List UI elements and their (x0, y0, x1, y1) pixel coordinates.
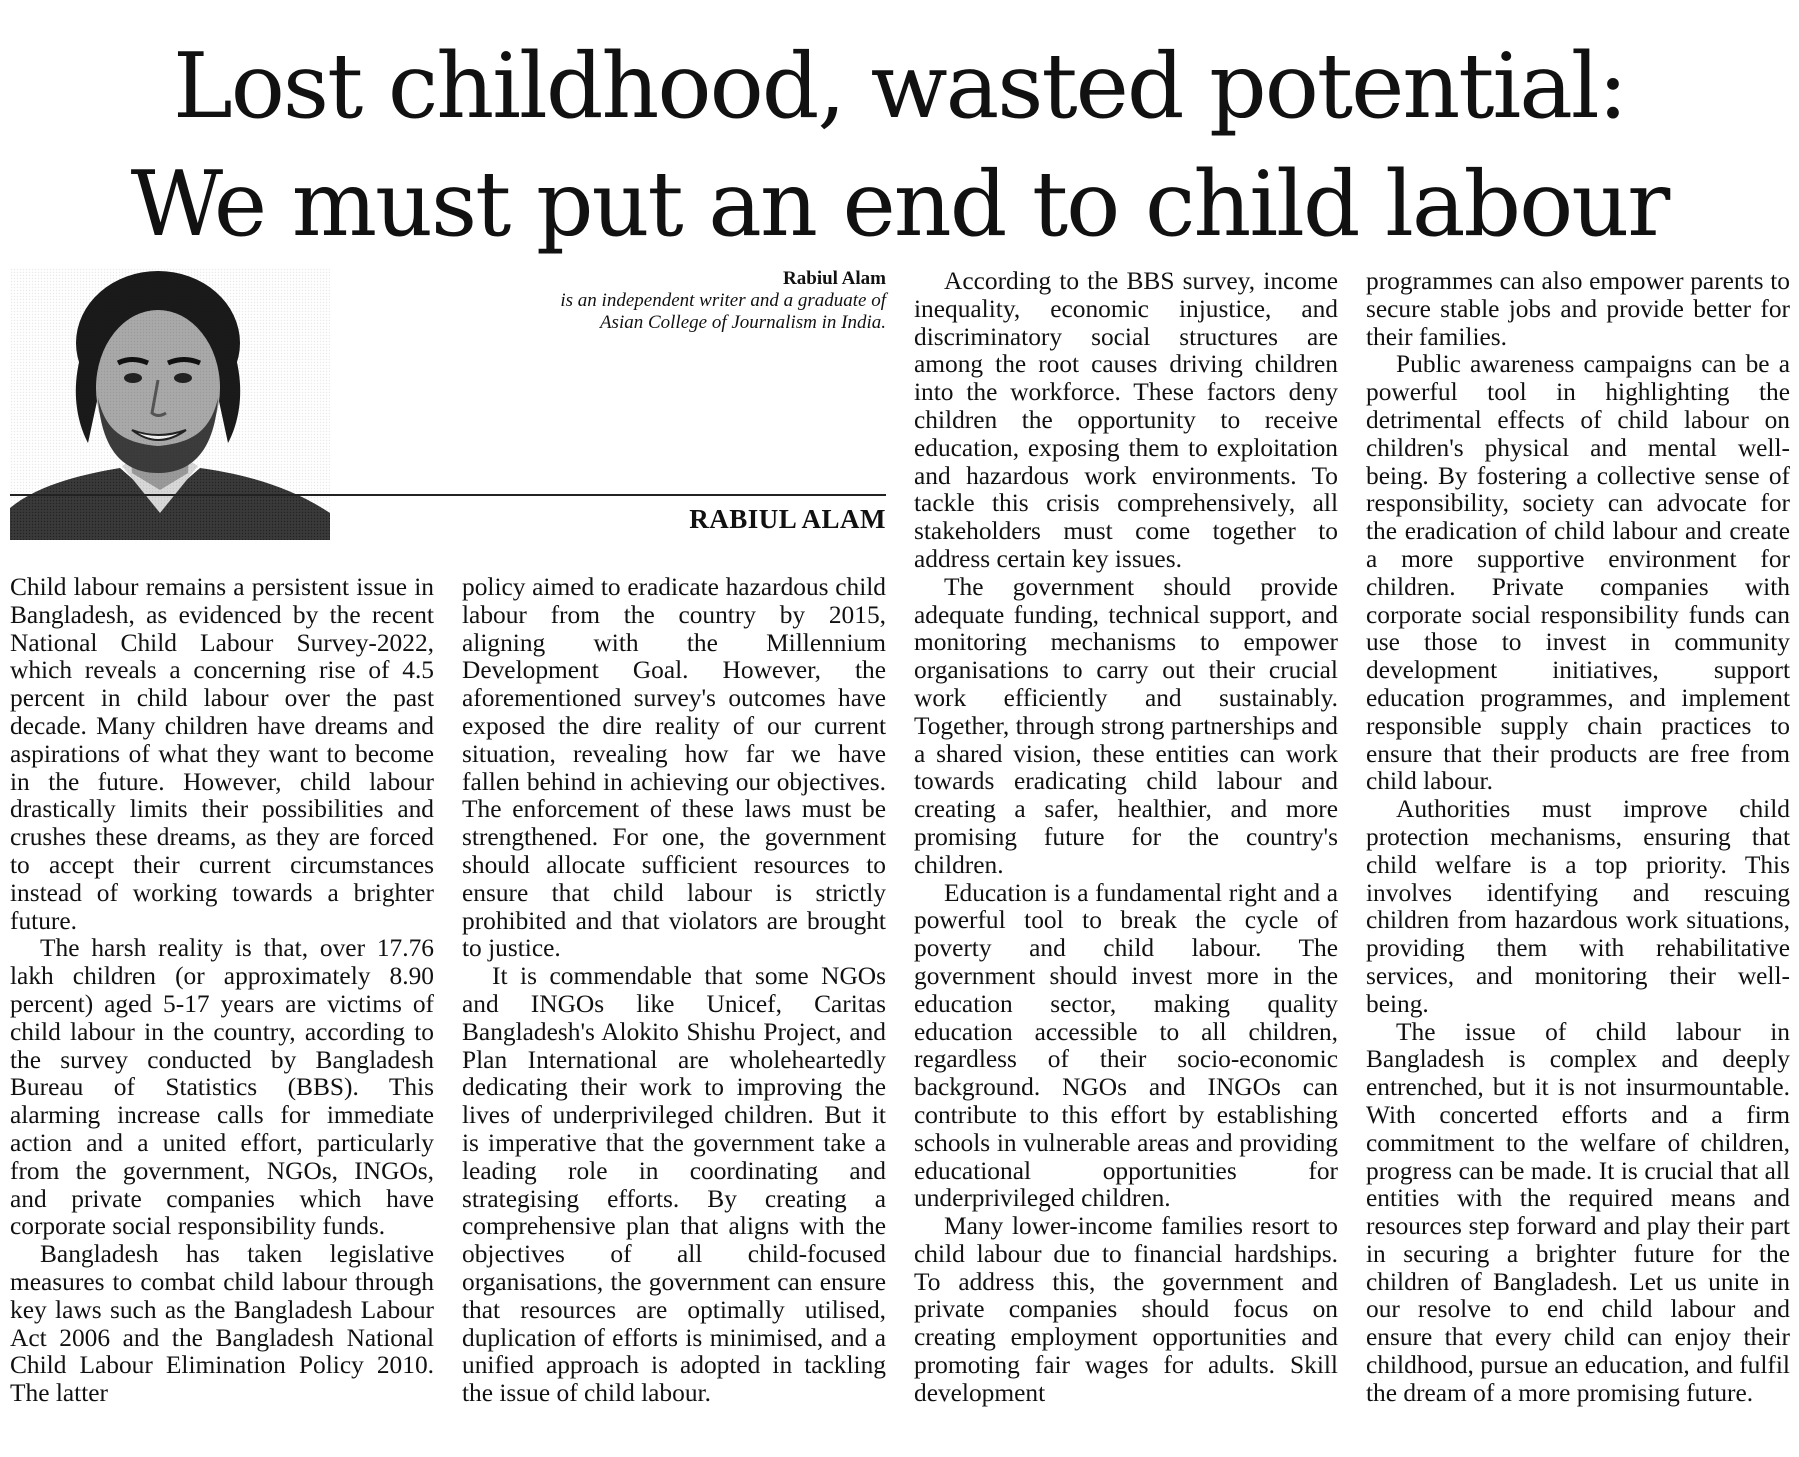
paragraph: It is commendable that some NGOs and INGOs like Unicef, Caritas Bangladesh's Alokito Shishu Project, and Plan International are wholeheartedly dedicating their work to improving the lives of underprivileged children. But it is imperative that the government take a leading role in coordinating and strategising efforts. By creating a comprehensive plan that aligns with the objectives of all child-focused organisations, the government can ensure that resources are optimally utilised, duplication of efforts is minimised, and a unified approach is adopted in tackling the issue of child labour. (462, 962, 886, 1408)
paragraph: The issue of child labour in Bangladesh is complex and deeply entrenched, but it is not insurmountable. With concerted efforts and a firm commitment to the welfare of children, progress can be made. It is crucial that all entities with the required means and resources step forward and play their part in securing a brighter future for the children of Bangladesh. Let us unite in our resolve to end child labour and ensure that every child can enjoy their childhood, pursue an education, and fulfil the dream of a more promising future. (1366, 1017, 1790, 1407)
paragraph: Public awareness campaigns can be a powerful tool in highlighting the detrimental effects of child labour on children's physical and mental well-being. By fostering a collective sense of responsibility, society can advocate for the eradication of child labour and create a more supportive environment for children. Private companies with corporate social responsibility funds can use those to invest in community development initiatives, support education programmes, and implement responsible supply chain practices to ensure that their products are free from child labour. (1366, 350, 1790, 796)
author-description: is an independent writer and a graduate of Asian College of Journalism in India. (560, 290, 886, 333)
article-column-2 (462, 574, 886, 1408)
headline-line-2: We must put an end to child labour (130, 152, 1669, 257)
paragraph: Many lower-income families resort to child labour due to financial hardships. To address this, the government and private companies should focus on creating employment opportunities and promoting fair wages for adults. Skill development (914, 1212, 1338, 1407)
paragraph: The harsh reality is that, over 17.76 lakh children (or approximately 8.90 percent) aged 5-17 years are victims of child labour in the country, according to the survey conducted by Bangladesh Bureau of Statistics (BBS). This alarming increase calls for immediate action and a united effort, particularly from the government, NGOs, INGOs, and private companies which have corporate social responsibility funds. (10, 934, 434, 1241)
paragraph: programmes can also empower parents to secure stable jobs and provide better for their families. (1366, 267, 1790, 351)
author-section (10, 268, 886, 540)
paragraph: According to the BBS survey, income inequality, economic injustice, and discriminatory social structures are among the root causes driving children into the workforce. These factors deny children the opportunity to receive education, exposing them to exploitation and hazardous work environments. To tackle this crisis comprehensively, all stakeholders must come together to address certain key issues. (914, 267, 1338, 573)
headline (0, 28, 1799, 264)
paragraph: Child labour remains a persistent issue in Bangladesh, as evidenced by the recent National Child Labour Survey-2022, which reveals a concerning rise of 4.5 percent in child labour over the past decade. Many children have dreams and aspirations of what they want to become in the future. However, child labour drastically limits their possibilities and crushes these dreams, as they are forced to accept their current circumstances instead of working towards a brighter future. (10, 573, 434, 935)
author-portrait (10, 268, 330, 540)
paragraph: Bangladesh has taken legislative measures to combat child labour through key laws such as the Bangladesh Labour Act 2006 and the Bangladesh National Child Labour Elimination Policy 2010. The latter (10, 1240, 434, 1408)
article-column-1 (10, 574, 434, 1408)
paragraph: policy aimed to eradicate hazardous child labour from the country by 2015, aligning with the Millennium Development Goal. However, the aforementioned survey's outcomes have exposed the dire reality of our current situation, revealing how far we have fallen behind in achieving our objectives. The enforcement of these laws must be strengthened. For one, the government should allocate sufficient resources to ensure that child labour is strictly prohibited and that violators are brought to justice. (462, 573, 886, 963)
paragraph: Authorities must improve child protection mechanisms, ensuring that child welfare is a top priority. This involves identifying and rescuing children from hazardous work situations, providing them with rehabilitative services, and monitoring their well-being. (1366, 795, 1790, 1018)
author-name: Rabiul Alam (783, 268, 886, 289)
paragraph: Education is a fundamental right and a powerful tool to break the cycle of poverty and child labour. The government should invest more in the education sector, making quality education accessible to all children, regardless of their socio-economic background. NGOs and INGOs can contribute to this effort by establishing schools in vulnerable areas and providing educational opportunities for underprivileged children. (914, 878, 1338, 1213)
author-bio (526, 268, 886, 334)
paragraph: The government should provide adequate funding, technical support, and monitoring mechanisms to empower organisations to carry out their crucial work efficiently and sustainably. Together, through strong partnerships and a shared vision, these entities can work towards eradicating child labour and creating a safer, healthier, and more promising future for the country's children. (914, 572, 1338, 879)
article-column-3 (914, 268, 1338, 1408)
byline: RABIUL ALAM (689, 504, 886, 534)
byline-divider (10, 494, 886, 496)
headline-line-1: Lost childhood, wasted potential: (172, 34, 1627, 139)
article-column-4 (1366, 268, 1790, 1408)
